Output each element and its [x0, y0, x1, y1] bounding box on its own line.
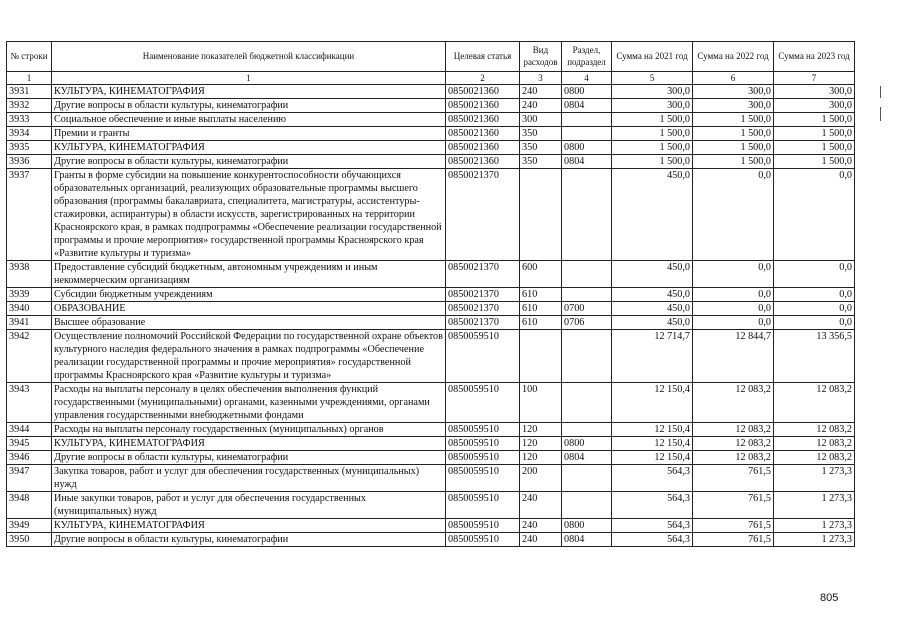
- sum-2021-cell: 300,0: [612, 85, 693, 99]
- sum-2023-cell: 1 500,0: [774, 127, 855, 141]
- section-cell: 0800: [562, 519, 612, 533]
- table-row: [7, 492, 855, 519]
- table-row: [7, 519, 855, 533]
- row-number-cell: 3934: [7, 127, 52, 141]
- table-row: [7, 465, 855, 492]
- sum-2022-cell: 761,5: [693, 519, 774, 533]
- row-number-cell: 3935: [7, 141, 52, 155]
- sum-2022-cell: 300,0: [693, 99, 774, 113]
- sum-2023-cell: 0,0: [774, 316, 855, 330]
- row-number-cell: 3940: [7, 302, 52, 316]
- row-number-cell: 3947: [7, 465, 52, 492]
- expense-type-cell: [520, 330, 562, 383]
- section-cell: 0800: [562, 85, 612, 99]
- indicator-name-cell: КУЛЬТУРА, КИНЕМАТОГРАФИЯ: [52, 437, 446, 451]
- indicator-name-cell: Предоставление субсидий бюджетным, автономным учреждениям и иным некоммерческим организациям: [52, 261, 446, 288]
- column-numbers-row: [7, 72, 855, 85]
- sum-2022-cell: 761,5: [693, 533, 774, 547]
- header-name: Наименование показателей бюджетной классификации: [52, 42, 446, 72]
- sum-2021-cell: 564,3: [612, 465, 693, 492]
- target-article-cell: 0850059510: [446, 533, 520, 547]
- row-number-cell: 3942: [7, 330, 52, 383]
- table-row: [7, 155, 855, 169]
- table-row: [7, 85, 855, 99]
- column-number: 1: [7, 72, 52, 85]
- table-row: [7, 316, 855, 330]
- indicator-name-cell: Осуществление полномочий Российской Федерации по государственной охране объектов культурного наследия федерального значения в рамках подпрограммы «Обеспечение реализации государственной программы и прочие мероприятия» государственной программы Красноярского края «Развитие культуры и туризма»: [52, 330, 446, 383]
- target-article-cell: 0850021360: [446, 155, 520, 169]
- expense-type-cell: 240: [520, 99, 562, 113]
- sum-2022-cell: 12 083,2: [693, 451, 774, 465]
- expense-type-cell: 350: [520, 141, 562, 155]
- table-row: [7, 330, 855, 383]
- expense-type-cell: 610: [520, 288, 562, 302]
- sum-2023-cell: 12 083,2: [774, 437, 855, 451]
- section-cell: [562, 330, 612, 383]
- target-article-cell: 0850021370: [446, 288, 520, 302]
- expense-type-cell: 240: [520, 492, 562, 519]
- sum-2023-cell: 12 083,2: [774, 451, 855, 465]
- indicator-name-cell: Социальное обеспечение и иные выплаты населению: [52, 113, 446, 127]
- row-number-cell: 3936: [7, 155, 52, 169]
- header-razdel: Раздел, подраздел: [562, 42, 612, 72]
- sum-2023-cell: 1 273,3: [774, 519, 855, 533]
- budget-table: [6, 41, 855, 547]
- target-article-cell: 0850021360: [446, 85, 520, 99]
- table-row: [7, 141, 855, 155]
- table-row: [7, 169, 855, 261]
- expense-type-cell: 240: [520, 533, 562, 547]
- section-cell: [562, 383, 612, 423]
- table-body: [7, 85, 855, 547]
- row-number-cell: 3937: [7, 169, 52, 261]
- target-article-cell: 0850021370: [446, 261, 520, 288]
- expense-type-cell: 120: [520, 451, 562, 465]
- sum-2021-cell: 450,0: [612, 316, 693, 330]
- indicator-name-cell: Субсидии бюджетным учреждениям: [52, 288, 446, 302]
- row-number-cell: 3938: [7, 261, 52, 288]
- table-row: [7, 99, 855, 113]
- target-article-cell: 0850021370: [446, 302, 520, 316]
- indicator-name-cell: Премии и гранты: [52, 127, 446, 141]
- target-article-cell: 0850021370: [446, 169, 520, 261]
- expense-type-cell: 240: [520, 85, 562, 99]
- target-article-cell: 0850021360: [446, 127, 520, 141]
- column-number: 2: [446, 72, 520, 85]
- table-row: [7, 451, 855, 465]
- sum-2021-cell: 12 150,4: [612, 383, 693, 423]
- column-number: 3: [520, 72, 562, 85]
- section-cell: [562, 127, 612, 141]
- table-row: [7, 288, 855, 302]
- target-article-cell: 0850021360: [446, 113, 520, 127]
- sum-2023-cell: 12 083,2: [774, 423, 855, 437]
- expense-type-cell: 120: [520, 437, 562, 451]
- table-row: [7, 261, 855, 288]
- table-header: [7, 42, 855, 85]
- section-cell: 0706: [562, 316, 612, 330]
- expense-type-cell: 610: [520, 302, 562, 316]
- header-sum-2022: Сумма на 2022 год: [693, 42, 774, 72]
- header-sum-2023: Сумма на 2023 год: [774, 42, 855, 72]
- target-article-cell: 0850059510: [446, 451, 520, 465]
- sum-2023-cell: 1 273,3: [774, 533, 855, 547]
- section-cell: [562, 288, 612, 302]
- sum-2021-cell: 564,3: [612, 492, 693, 519]
- indicator-name-cell: Расходы на выплаты персоналу государственных (муниципальных) органов: [52, 423, 446, 437]
- sum-2022-cell: 1 500,0: [693, 127, 774, 141]
- row-number-cell: 3933: [7, 113, 52, 127]
- column-number: 7: [774, 72, 855, 85]
- sum-2021-cell: 1 500,0: [612, 141, 693, 155]
- indicator-name-cell: КУЛЬТУРА, КИНЕМАТОГРАФИЯ: [52, 519, 446, 533]
- sum-2022-cell: 12 083,2: [693, 383, 774, 423]
- margin-mark: [880, 86, 881, 98]
- expense-type-cell: 120: [520, 423, 562, 437]
- sum-2022-cell: 0,0: [693, 316, 774, 330]
- row-number-cell: 3941: [7, 316, 52, 330]
- target-article-cell: 0850021360: [446, 141, 520, 155]
- expense-type-cell: [520, 169, 562, 261]
- row-number-cell: 3946: [7, 451, 52, 465]
- indicator-name-cell: Высшее образование: [52, 316, 446, 330]
- row-number-cell: 3931: [7, 85, 52, 99]
- indicator-name-cell: Иные закупки товаров, работ и услуг для обеспечения государственных (муниципальных) нужд: [52, 492, 446, 519]
- row-number-cell: 3939: [7, 288, 52, 302]
- section-cell: [562, 465, 612, 492]
- table-row: [7, 437, 855, 451]
- sum-2021-cell: 1 500,0: [612, 155, 693, 169]
- table-row: [7, 533, 855, 547]
- row-number-cell: 3932: [7, 99, 52, 113]
- sum-2022-cell: 1 500,0: [693, 155, 774, 169]
- header-target: Целевая статья: [446, 42, 520, 72]
- sum-2021-cell: 564,3: [612, 533, 693, 547]
- header-sum-2021: Сумма на 2021 год: [612, 42, 693, 72]
- sum-2022-cell: 0,0: [693, 261, 774, 288]
- indicator-name-cell: Другие вопросы в области культуры, кинематографии: [52, 155, 446, 169]
- target-article-cell: 0850059510: [446, 330, 520, 383]
- expense-type-cell: 610: [520, 316, 562, 330]
- sum-2022-cell: 761,5: [693, 465, 774, 492]
- sum-2023-cell: 0,0: [774, 261, 855, 288]
- sum-2021-cell: 300,0: [612, 99, 693, 113]
- sum-2021-cell: 1 500,0: [612, 127, 693, 141]
- row-number-cell: 3943: [7, 383, 52, 423]
- section-cell: 0804: [562, 99, 612, 113]
- table-row: [7, 127, 855, 141]
- section-cell: 0700: [562, 302, 612, 316]
- sum-2023-cell: 0,0: [774, 169, 855, 261]
- indicator-name-cell: Другие вопросы в области культуры, кинематографии: [52, 451, 446, 465]
- sum-2021-cell: 12 714,7: [612, 330, 693, 383]
- sum-2023-cell: 1 500,0: [774, 141, 855, 155]
- sum-2021-cell: 564,3: [612, 519, 693, 533]
- expense-type-cell: 100: [520, 383, 562, 423]
- sum-2022-cell: 761,5: [693, 492, 774, 519]
- sum-2023-cell: 0,0: [774, 288, 855, 302]
- target-article-cell: 0850059510: [446, 423, 520, 437]
- sum-2023-cell: 1 273,3: [774, 465, 855, 492]
- sum-2023-cell: 1 273,3: [774, 492, 855, 519]
- indicator-name-cell: Расходы на выплаты персоналу в целях обеспечения выполнения функций государственными (муниципальными) органами, казенными учреждениями, органами управления государственными внебюджетными фондами: [52, 383, 446, 423]
- header-row-no: № строки: [7, 42, 52, 72]
- indicator-name-cell: Другие вопросы в области культуры, кинематографии: [52, 99, 446, 113]
- section-cell: 0804: [562, 155, 612, 169]
- expense-type-cell: 240: [520, 519, 562, 533]
- section-cell: 0804: [562, 533, 612, 547]
- row-number-cell: 3950: [7, 533, 52, 547]
- expense-type-cell: 200: [520, 465, 562, 492]
- sum-2023-cell: 0,0: [774, 302, 855, 316]
- sum-2022-cell: 12 083,2: [693, 423, 774, 437]
- indicator-name-cell: Закупка товаров, работ и услуг для обеспечения государственных (муниципальных) нужд: [52, 465, 446, 492]
- section-cell: [562, 492, 612, 519]
- sum-2023-cell: 12 083,2: [774, 383, 855, 423]
- sum-2021-cell: 450,0: [612, 302, 693, 316]
- sum-2022-cell: 0,0: [693, 169, 774, 261]
- sum-2022-cell: 1 500,0: [693, 113, 774, 127]
- target-article-cell: 0850059510: [446, 492, 520, 519]
- indicator-name-cell: КУЛЬТУРА, КИНЕМАТОГРАФИЯ: [52, 141, 446, 155]
- table-row: [7, 113, 855, 127]
- target-article-cell: 0850059510: [446, 519, 520, 533]
- row-number-cell: 3949: [7, 519, 52, 533]
- sum-2023-cell: 300,0: [774, 99, 855, 113]
- sum-2023-cell: 1 500,0: [774, 155, 855, 169]
- sum-2021-cell: 450,0: [612, 288, 693, 302]
- section-cell: [562, 113, 612, 127]
- section-cell: [562, 261, 612, 288]
- sum-2022-cell: 0,0: [693, 288, 774, 302]
- sum-2021-cell: 12 150,4: [612, 437, 693, 451]
- sum-2021-cell: 12 150,4: [612, 451, 693, 465]
- sum-2021-cell: 12 150,4: [612, 423, 693, 437]
- indicator-name-cell: ОБРАЗОВАНИЕ: [52, 302, 446, 316]
- row-number-cell: 3944: [7, 423, 52, 437]
- section-cell: 0800: [562, 437, 612, 451]
- section-cell: [562, 169, 612, 261]
- column-number: 6: [693, 72, 774, 85]
- sum-2023-cell: 1 500,0: [774, 113, 855, 127]
- indicator-name-cell: Другие вопросы в области культуры, кинематографии: [52, 533, 446, 547]
- target-article-cell: 0850059510: [446, 465, 520, 492]
- row-number-cell: 3945: [7, 437, 52, 451]
- column-number: 5: [612, 72, 693, 85]
- indicator-name-cell: Гранты в форме субсидии на повышение конкурентоспособности обучающихся образовательных организаций, реализующих образовательные программы высшего образования (программы бакалавриата, специалитета, магистратуры, ассистентуры-стажировки, аспирантуры) в области искусств, зарегистрированных на территории Красноярского края, в рамках подпрограммы «Обеспечение реализации государственной программы и прочие мероприятия» государственной программы Красноярского края «Развитие культуры и туризма»: [52, 169, 446, 261]
- sum-2023-cell: 13 356,5: [774, 330, 855, 383]
- expense-type-cell: 600: [520, 261, 562, 288]
- sum-2023-cell: 300,0: [774, 85, 855, 99]
- section-cell: 0804: [562, 451, 612, 465]
- expense-type-cell: 350: [520, 127, 562, 141]
- header-vid: Вид расходов: [520, 42, 562, 72]
- column-number: 4: [562, 72, 612, 85]
- sum-2021-cell: 450,0: [612, 169, 693, 261]
- section-cell: 0800: [562, 141, 612, 155]
- sum-2021-cell: 1 500,0: [612, 113, 693, 127]
- indicator-name-cell: КУЛЬТУРА, КИНЕМАТОГРАФИЯ: [52, 85, 446, 99]
- table-row: [7, 423, 855, 437]
- sum-2022-cell: 12 083,2: [693, 437, 774, 451]
- target-article-cell: 0850059510: [446, 437, 520, 451]
- margin-mark: [880, 107, 881, 121]
- row-number-cell: 3948: [7, 492, 52, 519]
- sum-2022-cell: 300,0: [693, 85, 774, 99]
- target-article-cell: 0850021360: [446, 99, 520, 113]
- column-number: 1: [52, 72, 446, 85]
- sum-2022-cell: 1 500,0: [693, 141, 774, 155]
- table-row: [7, 302, 855, 316]
- table-row: [7, 383, 855, 423]
- sum-2022-cell: 12 844,7: [693, 330, 774, 383]
- sum-2021-cell: 450,0: [612, 261, 693, 288]
- target-article-cell: 0850059510: [446, 383, 520, 423]
- target-article-cell: 0850021370: [446, 316, 520, 330]
- expense-type-cell: 350: [520, 155, 562, 169]
- page-number: 805: [820, 592, 839, 604]
- expense-type-cell: 300: [520, 113, 562, 127]
- sum-2022-cell: 0,0: [693, 302, 774, 316]
- section-cell: [562, 423, 612, 437]
